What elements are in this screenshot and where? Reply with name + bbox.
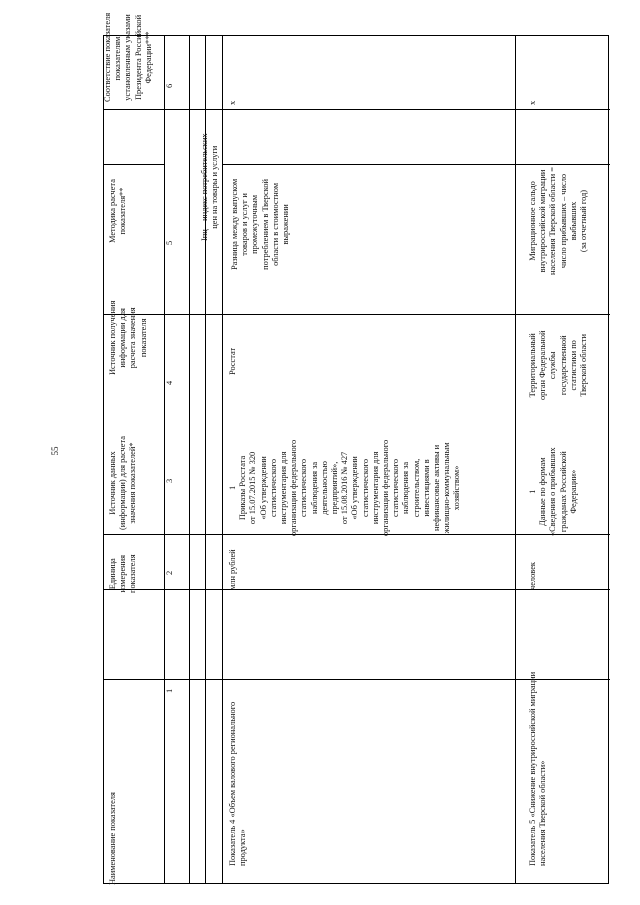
text-line: промежуточным (250, 194, 260, 254)
text-line: «Сведения о прибывших (548, 447, 558, 536)
row-5-unit (528, 562, 538, 590)
row-4-name (228, 702, 248, 866)
column-number-2: 2 (165, 570, 174, 575)
text-line: организации федерального (381, 439, 391, 536)
text-line: наблюдения за (309, 461, 319, 515)
row-4-source-data (228, 440, 463, 536)
header-source-info (108, 301, 149, 375)
row-5-source-data (528, 447, 579, 536)
text-line: продукта» (238, 829, 248, 866)
text-line: человек (528, 562, 537, 590)
text-line: статистики по (568, 340, 578, 391)
text-line: Iпц – индекс потребительских (200, 133, 209, 241)
column-number-3: 3 (165, 478, 174, 483)
column-number-4: 4 (165, 380, 174, 385)
text-line: показателя** (118, 187, 128, 235)
text-line: службы (548, 351, 558, 380)
text-line: инструментария для (279, 451, 289, 525)
text-line: (за отчетный год) (579, 189, 589, 253)
grid-line (222, 164, 610, 165)
text-line: Источник данных (108, 451, 117, 515)
text-line: х (528, 100, 537, 105)
text-line: «Об утверждении (350, 456, 360, 520)
text-line: деятельностью (319, 461, 329, 515)
text-line: 1 (528, 489, 537, 494)
row-4-compliance (228, 101, 238, 105)
text-line: орган Федеральной (538, 330, 548, 400)
continuation-method (200, 133, 220, 241)
grid-line (189, 36, 190, 883)
text-line: от 15.07.2015 № 320 (248, 451, 258, 525)
text-line: выражении (281, 204, 291, 245)
text-line: 1 (228, 485, 237, 491)
text-line: статистического (360, 458, 370, 517)
text-line: информации для (118, 308, 128, 368)
text-line: расчета значения (128, 307, 138, 369)
text-line: Тверской области (579, 333, 589, 397)
row-5-source-info (528, 331, 589, 400)
text-line: Показатель 4 «Объем валового регионального (228, 701, 237, 866)
text-line: показателям, (113, 34, 123, 81)
text-line: товаров и услуг и (240, 193, 250, 256)
text-line: области в стоимостном (270, 182, 280, 266)
text-line: показателя (128, 554, 138, 593)
text-line: Источник получения (108, 300, 117, 375)
text-line: значения показателей* (128, 442, 138, 524)
text-line: статистического (391, 458, 401, 517)
row-5-name (528, 672, 548, 866)
text-line: жилищно-коммунальным (442, 442, 452, 534)
text-line: гражданах Российской (558, 451, 568, 533)
text-line: показателя (138, 318, 148, 358)
text-line: Росстат (228, 347, 237, 375)
text-line: строительством, (411, 458, 421, 518)
text-line: от 15.08.2016 № 427 (340, 451, 350, 525)
column-number-5: 5 (165, 240, 174, 245)
page-number: 55 (50, 446, 60, 456)
row-4-source-info (228, 348, 238, 375)
row-4-unit (228, 549, 238, 590)
text-line: населения Тверской области = (548, 167, 558, 275)
text-line: «Об утверждении (258, 456, 268, 520)
header-source-data (108, 436, 139, 530)
text-line: (информации) для расчета (118, 436, 128, 530)
text-line: Данные по формам (538, 457, 548, 526)
text-line: установленным указами (123, 14, 133, 101)
text-line: государственной (558, 335, 568, 396)
text-line: измерения (118, 555, 128, 593)
text-line: Президента Российской (133, 14, 143, 101)
text-line: Территориальный (528, 333, 537, 398)
text-line: статистического (299, 458, 309, 517)
header-method (108, 179, 128, 243)
text-line: Методика расчета (108, 179, 117, 243)
text-line: Единица (108, 558, 117, 590)
grid-line (104, 314, 610, 315)
text-line: Разница между выпуском (230, 178, 239, 270)
grid-line (164, 36, 165, 883)
text-line: населения Тверской области» (538, 760, 548, 866)
row-5-compliance (528, 101, 538, 105)
text-line: Наименование показателя (108, 792, 117, 885)
text-line: внутрироссийской миграции (538, 169, 548, 273)
column-number-6: 6 (165, 83, 174, 88)
header-compliance (103, 13, 154, 102)
text-line: хозяйством» (452, 465, 462, 511)
text-line: млн рублей (228, 549, 237, 590)
text-line: х (228, 100, 237, 105)
text-line: выбывших (568, 201, 578, 241)
text-line: предприятий», (330, 461, 340, 515)
text-line: Соответствие показателя (103, 12, 112, 102)
text-line: Приказы Росстата (238, 455, 248, 521)
text-line: цен на товары и услуги (210, 145, 220, 229)
row-4-method (230, 179, 291, 270)
header-name (108, 792, 118, 885)
column-number-1: 1 (165, 688, 174, 693)
text-line: инвестициями в (421, 459, 431, 517)
text-line: Федерации*** (143, 31, 153, 84)
text-line: Миграционное сальдо (528, 181, 537, 261)
row-5-method (528, 167, 589, 275)
text-line: потреблением в Тверской (260, 178, 270, 270)
text-line: инструментария для (370, 451, 380, 525)
text-line: наблюдения за (401, 461, 411, 515)
text-line: статистического (268, 458, 278, 517)
text-line: Показатель 5 «Снижение внутрироссийской миграции (528, 671, 537, 866)
text-line: организации федерального (289, 439, 299, 536)
text-line: Федерации» (568, 469, 578, 514)
header-unit (108, 554, 139, 593)
grid-line (104, 164, 164, 165)
grid-line (104, 109, 610, 110)
text-line: число прибывших – число (558, 173, 568, 269)
text-line: нефинансовые активы и (432, 444, 442, 532)
